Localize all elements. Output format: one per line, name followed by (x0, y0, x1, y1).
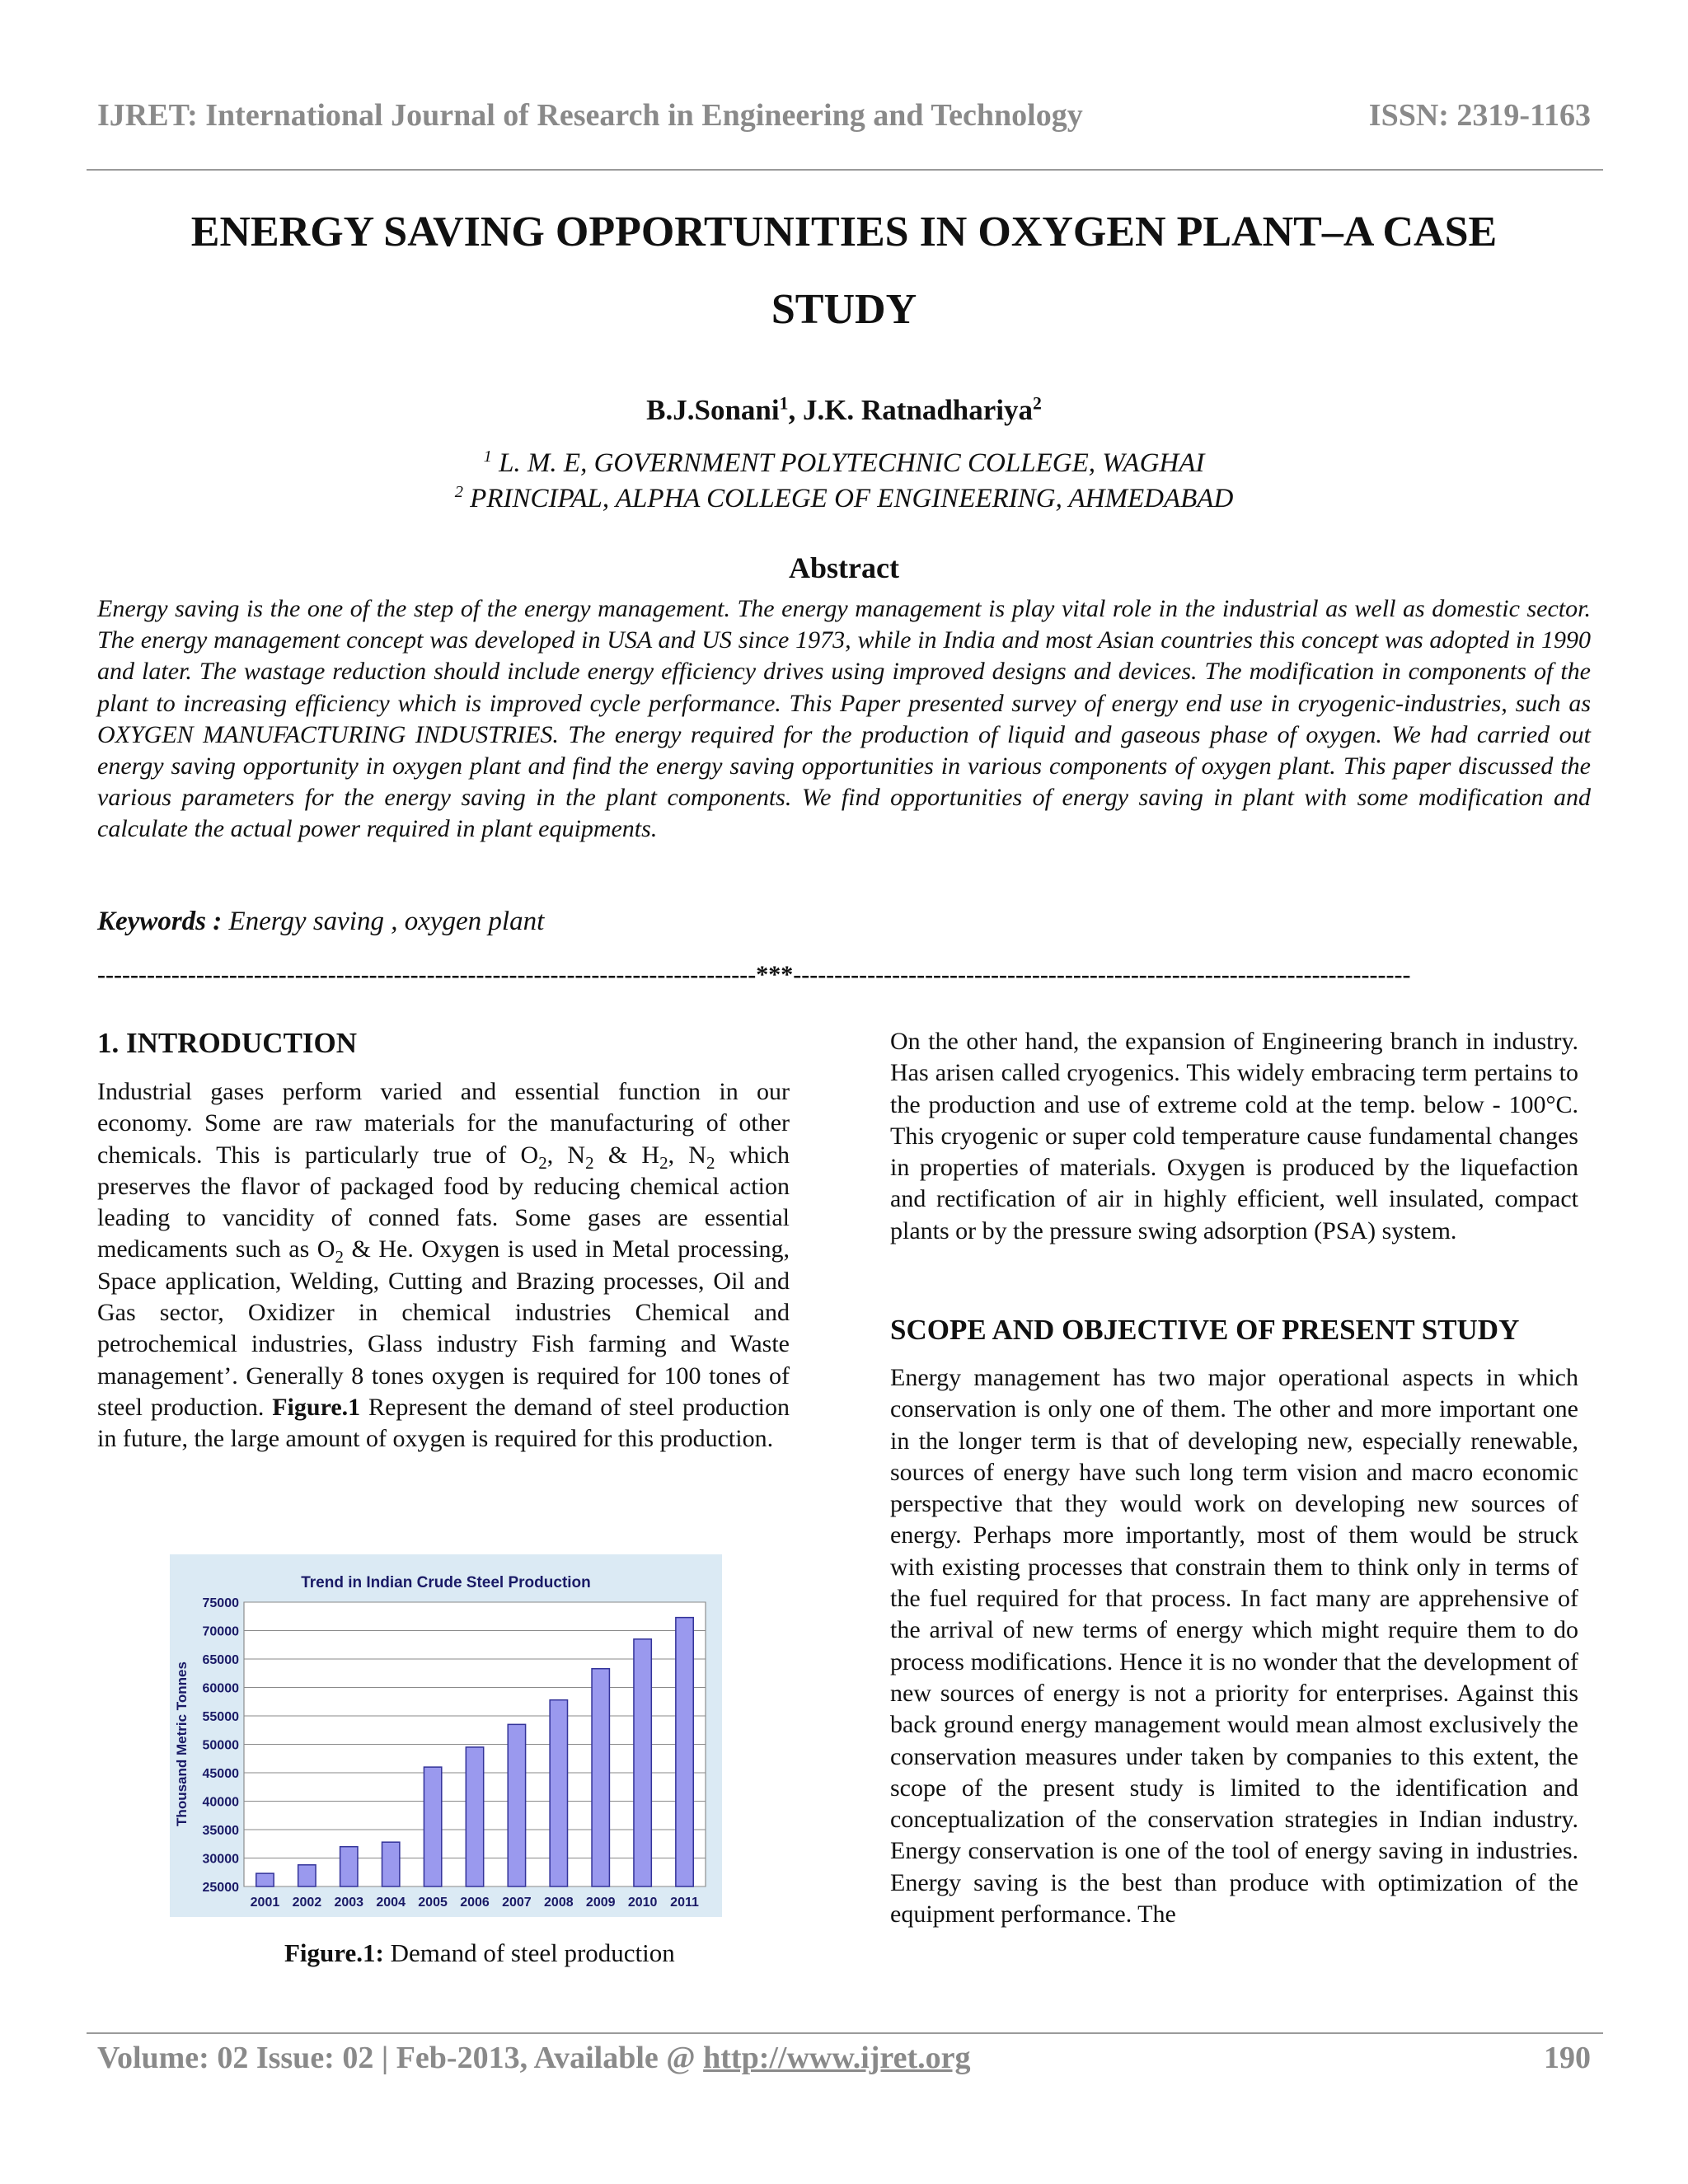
affiliation-2 (0, 484, 1688, 514)
intro-text-6: & He. Oxygen is used in Metal processing, Space application, Welding, Cutting and Brazing processes, Oil and Gas sector, Oxidizer in chemical industries Chemical and petrochemical industries, Glass industry Fish farming and Waste management’. Generally 8 tones oxygen is required for 100 tones of steel production. (97, 1235, 790, 1421)
chart-x-tick-label: 2001 (250, 1896, 280, 1910)
issn: ISSN: 2319-1163 (1368, 98, 1591, 133)
keywords-value: Energy saving , oxygen plant (222, 907, 545, 936)
chart-y-tick-label: 40000 (202, 1795, 239, 1810)
chart-y-tick-label: 35000 (202, 1824, 239, 1838)
chart-bar-2001 (256, 1873, 274, 1886)
footer-volume-text: Volume: 02 Issue: 02 | Feb-2013, Available @ (97, 2041, 704, 2075)
affiliation-1-text: L. M. E, GOVERNMENT POLYTECHNIC COLLEGE, WAGHAI (499, 448, 1205, 478)
intro-sub-4: 2 (706, 1152, 715, 1173)
affiliation-1 (0, 448, 1688, 479)
chart-bar-2010 (634, 1639, 651, 1886)
author-1-sup: 1 (779, 393, 789, 414)
chart-y-tick-label: 70000 (202, 1624, 239, 1639)
chart-x-tick-label: 2010 (627, 1896, 658, 1910)
chart-bar-2007 (508, 1724, 525, 1886)
intro-text-2: , N (546, 1141, 586, 1169)
footer-volume (97, 2040, 970, 2076)
chart-y-tick-label: 25000 (202, 1881, 239, 1895)
chart-x-tick-label: 2007 (502, 1896, 532, 1910)
chart-title: Trend in Indian Crude Steel Production (301, 1574, 591, 1591)
paper-title-line2: STUDY (771, 286, 917, 333)
chart-bar-2006 (466, 1747, 483, 1886)
affiliation-1-sup: 1 (483, 448, 492, 466)
keywords (97, 907, 544, 937)
chart-y-tick-label: 55000 (202, 1710, 239, 1724)
cryogenics-paragraph: On the other hand, the expansion of Engineering branch in industry. Has arisen called cryogenics. This widely embracing term pertains to the production and use of extreme cold at the temp. below - 100°C. This cryogenic or super cold temperature cause fundamental changes in properties of materials. Oxygen is produced by the liquefaction and rectification of air in highly efficient, well insulated, compact plants or by the pressure swing adsorption (PSA) system. (890, 1028, 1578, 1244)
chart-bar-2002 (298, 1865, 316, 1886)
chart-x-tick-label: 2009 (585, 1896, 616, 1910)
author-2: J.K. Ratnadhariya (802, 394, 1034, 426)
journal-link[interactable]: http://www.ijret.org (703, 2041, 971, 2075)
intro-text-1: Industrial gases perform varied and essential function in our economy. Some are raw materials for the manufacturing of other chemicals. This is particularly true of O (97, 1078, 790, 1169)
chart-x-tick-label: 2002 (292, 1896, 322, 1910)
chart-y-tick-label: 75000 (202, 1596, 239, 1610)
intro-text-5: which preserves the flavor of packaged food by reducing chemical action leading to vancidity of conned fats. Some gases are essential medicaments such as O (97, 1141, 790, 1263)
chart-y-tick-label: 30000 (202, 1852, 239, 1867)
intro-paragraph (97, 1076, 790, 1455)
intro-sub-3: 2 (659, 1152, 668, 1173)
scope-heading: SCOPE AND OBJECTIVE OF PRESENT STUDY (890, 1314, 1520, 1346)
author-2-sup: 2 (1033, 393, 1042, 414)
chart-y-tick-label: 60000 (202, 1681, 239, 1696)
journal-name: IJRET: International Journal of Research in Engineering and Technology (97, 98, 1083, 133)
author-1: B.J.Sonani (646, 394, 780, 426)
chart-x-tick-label: 2008 (544, 1896, 574, 1910)
chart-y-tick-label: 45000 (202, 1767, 239, 1781)
affiliation-2-sup: 2 (454, 483, 463, 501)
page-number: 190 (1544, 2041, 1591, 2075)
chart-bar-2008 (550, 1700, 567, 1886)
authors (0, 394, 1688, 427)
header-rule (87, 169, 1603, 171)
chart-y-tick-label: 50000 (202, 1738, 239, 1753)
intro-sub-2: 2 (585, 1152, 594, 1173)
intro-text-3: & H (593, 1141, 660, 1169)
intro-heading: 1. INTRODUCTION (97, 1027, 358, 1059)
section-separator: --------------------------------------------------------------------------------***--------------------------------------------------------------------------- (97, 961, 1411, 988)
chart-bar-2009 (592, 1669, 609, 1886)
intro-sub-5: 2 (335, 1247, 344, 1268)
chart-y-tick-label: 65000 (202, 1653, 239, 1667)
chart-bar-2003 (340, 1847, 358, 1886)
chart-x-tick-label: 2006 (460, 1896, 490, 1910)
chart-x-ticks (251, 1896, 699, 1910)
author-sep: , (788, 394, 803, 426)
chart-y-axis-label: Thousand Metric Tonnes (174, 1661, 190, 1826)
figure-caption (284, 1938, 675, 1968)
intro-text-7: Represent the demand of steel production in future, the large amount of oxygen is required for this production. (97, 1393, 790, 1453)
figure-reference: Figure.1 (272, 1393, 361, 1421)
abstract-heading: Abstract (789, 551, 899, 584)
chart-x-tick-label: 2011 (670, 1896, 699, 1910)
chart-bar-2011 (676, 1618, 693, 1886)
figure-caption-label: Figure.1: (284, 1938, 384, 1967)
figure-caption-text: Demand of steel production (383, 1938, 675, 1967)
scope-paragraph: Energy management has two major operational aspects in which conservation is only one of them. The other and more important one in the longer term is that of developing new, especially renewable, sources of energy have such long term vision and macro economic perspective that they would work on developing new sources of energy. Perhaps more importantly, most of them would be struck with existing processes that constrain them to think only in terms of the fuel required for that process. In fact many are apprehensive of the arrival of new terms of energy which might require them to do process modifications. Hence it is no wonder that the development of new sources of energy is not a priority for enterprises. Against this back ground energy management would mean almost exclusively the conservation measures under taken by companies to this extent, the scope of the present study is limited to the identification and conceptualization of the conservation strategies in Indian industry. Energy conservation is one of the tool of energy saving in industries. Energy saving is the best than produce with optimization of the equipment performance. The (890, 1364, 1578, 1929)
figure-1 (170, 1554, 722, 1917)
chart-x-tick-label: 2003 (334, 1896, 364, 1910)
chart-y-ticks (203, 1596, 240, 1895)
chart-bar-2005 (424, 1767, 441, 1886)
intro-text-4: , N (668, 1141, 706, 1169)
chart-x-tick-label: 2004 (376, 1896, 406, 1910)
footer-rule (87, 2032, 1603, 2034)
affiliation-2-text: PRINCIPAL, ALPHA COLLEGE OF ENGINEERING, AHMEDABAD (470, 484, 1234, 513)
keywords-label: Keywords : (97, 907, 223, 936)
abstract-text: Energy saving is the one of the step of the energy management. The energy management is play vital role in the industrial as well as domestic sector. The energy management concept was developed in USA and US since 1973, while in India and most Asian countries this concept was adopted in 1990 and later. The wastage reduction should include energy efficiency drives using improved designs and devices. The modification in components of the plant to increasing efficiency which is improved cycle performance. This Paper presented survey of energy end use in cryogenic-industries, such as OXYGEN MANUFACTURING INDUSTRIES. The energy required for the production of liquid and gaseous phase of oxygen. We had carried out energy saving opportunity in oxygen plant and find the energy saving opportunities in various components of oxygen plant. This paper discussed the various parameters for the energy saving in the plant components. We find opportunities of energy saving in plant with some modification and calculate the actual power required in plant equipments. (97, 595, 1591, 843)
intro-sub-1: 2 (538, 1152, 547, 1173)
chart-x-tick-label: 2005 (418, 1896, 448, 1910)
paper-title-line1: ENERGY SAVING OPPORTUNITIES IN OXYGEN PLANT–A CASE (190, 209, 1498, 255)
steel-production-chart (170, 1554, 722, 1917)
chart-bar-2004 (382, 1842, 399, 1886)
